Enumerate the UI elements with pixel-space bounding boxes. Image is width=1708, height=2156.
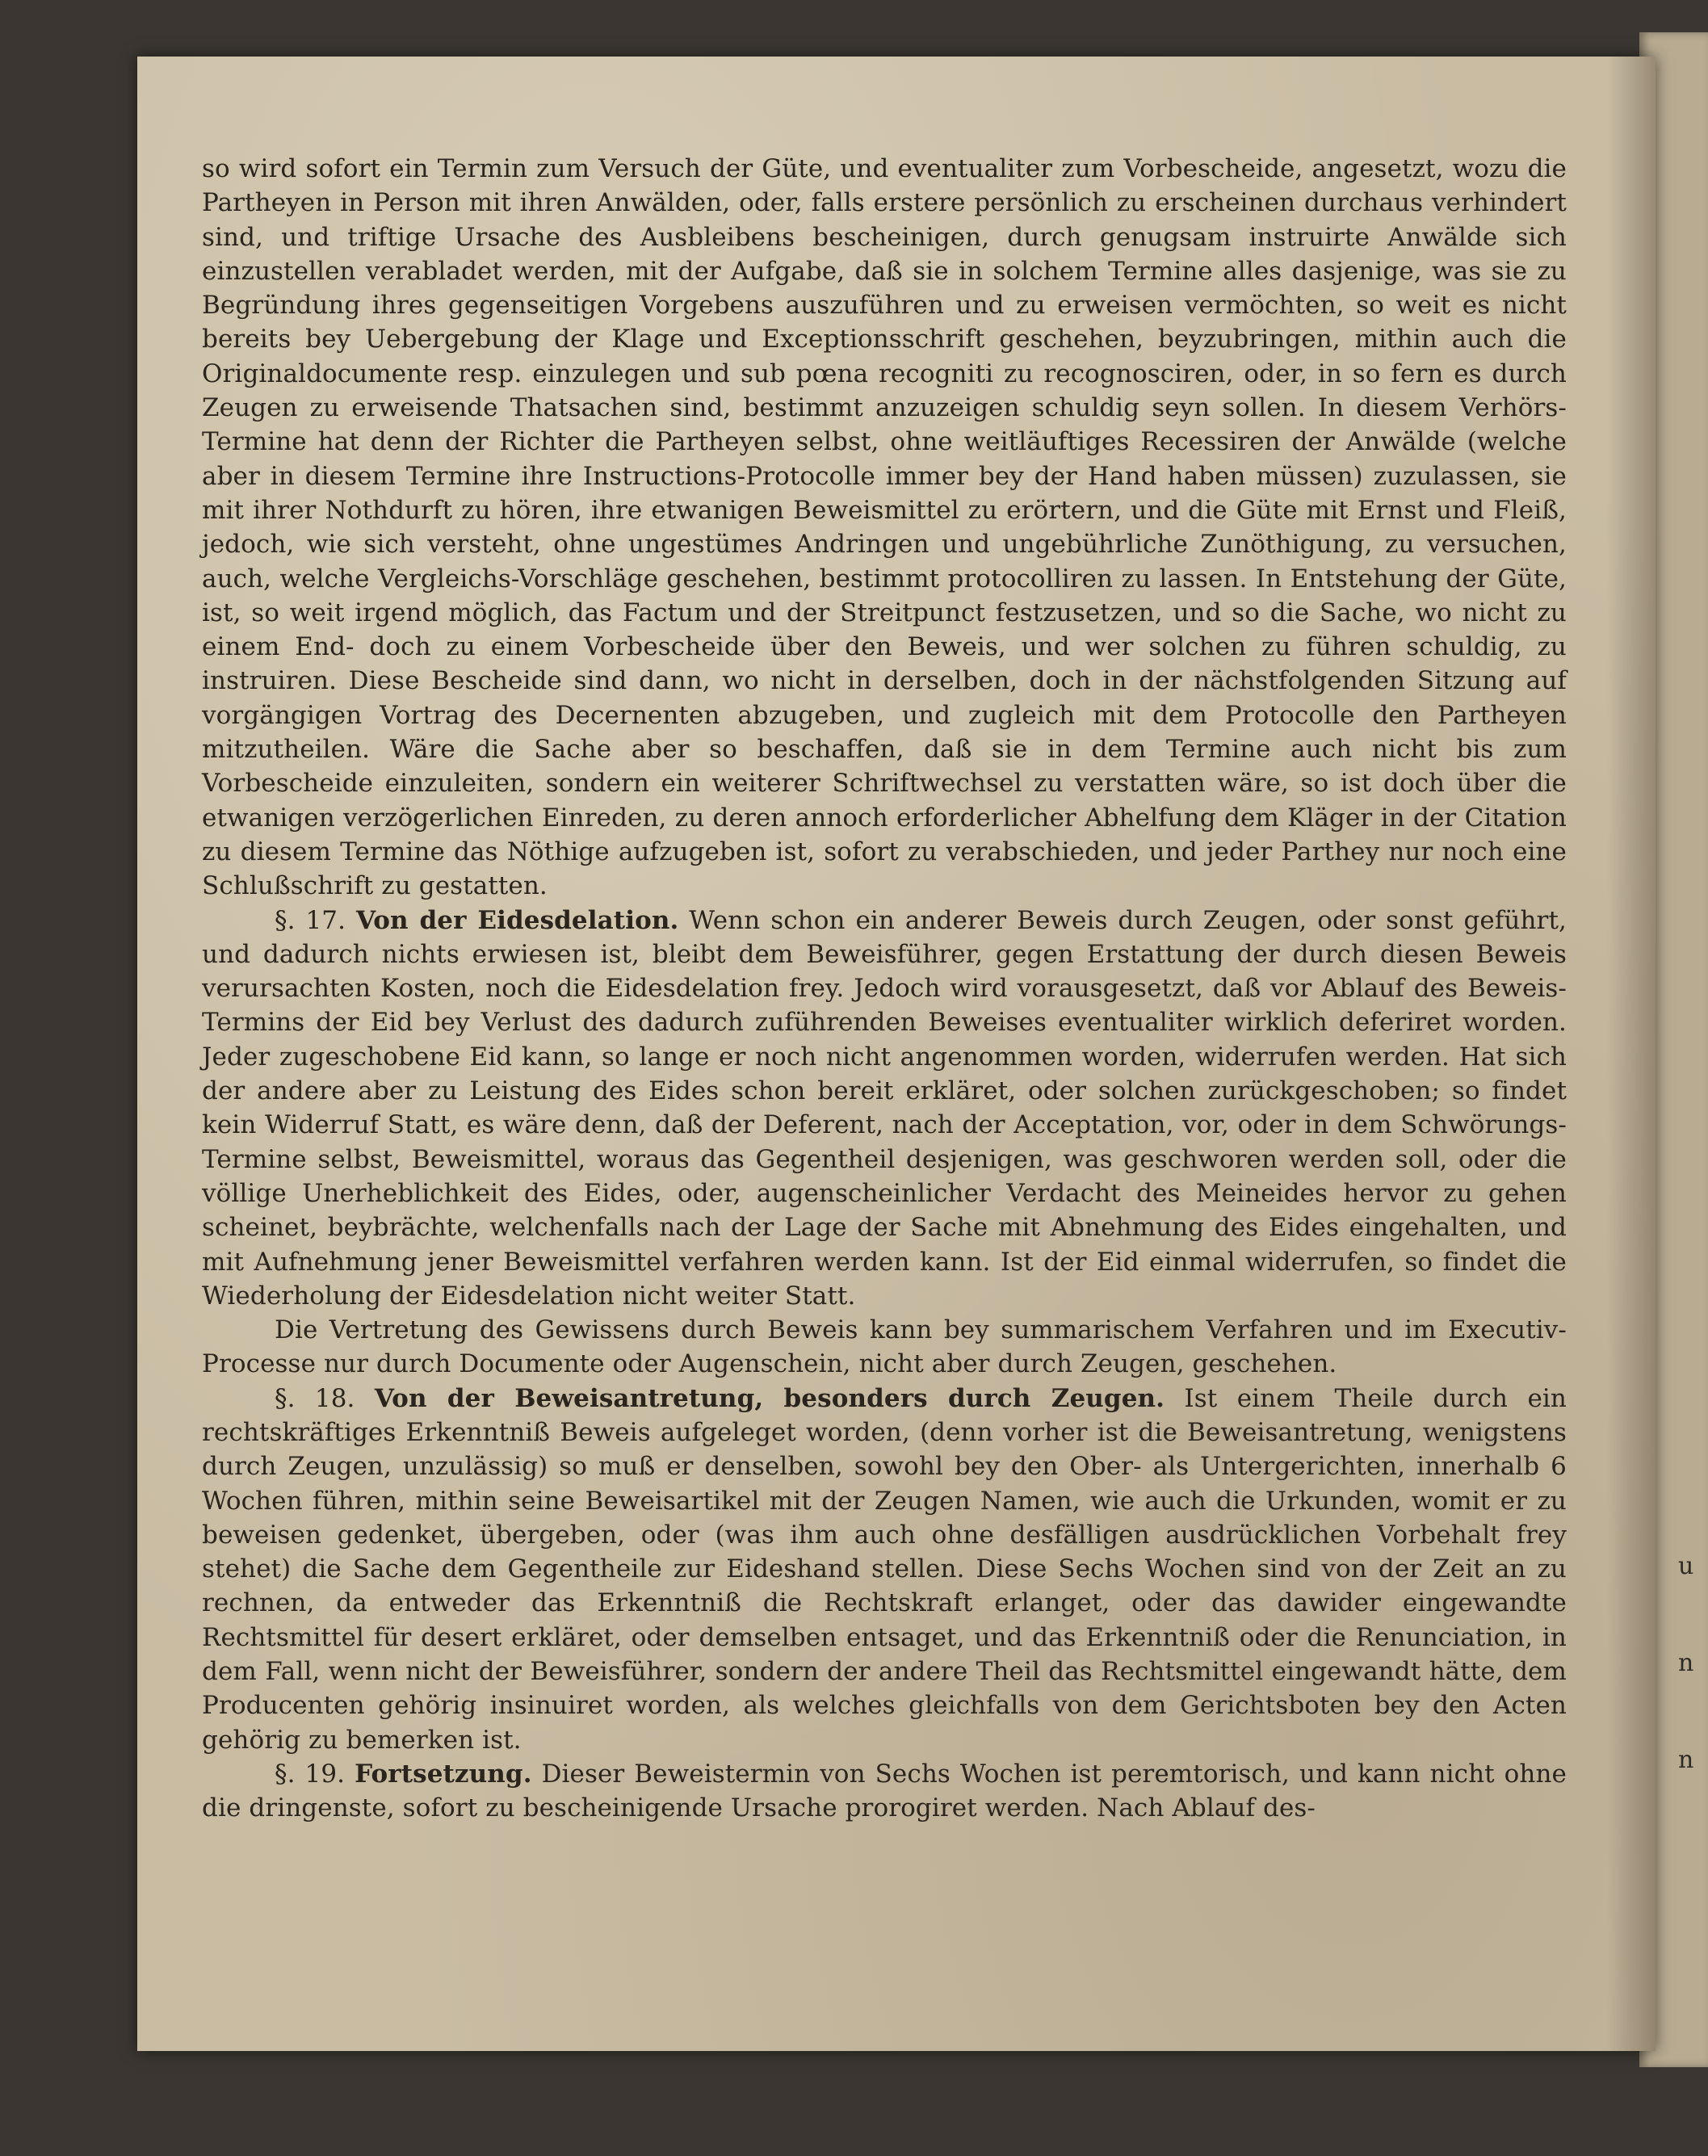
facing-page-letters (1678, 1518, 1707, 1809)
paragraph-text: so wird sofort ein Termin zum Versuch der Güte, und eventualiter zum Vorbescheide, angesetzt, wozu die Partheyen in Person mit ihren Anwälden, oder, falls erstere persönlich zu erscheinen durchaus verhindert sind, und triftige Ursache des Ausbleibens bescheinigen, durch genugsam instruirte Anwälde sich einzustellen verabladet werden, mit der Aufgabe, daß sie in solchem Termine alles dasjenige, was sie zu Begründung ihres gegenseitigen Vorgebens auszuführen und zu erweisen vermöchten, so weit es nicht bereits bey Uebergebung der Klage und Exceptionsschrift geschehen, beyzubringen, mithin auch die Originaldocumente resp. einzulegen und sub pœna recogniti zu recognosciren, oder, in so fern es durch Zeugen zu erweisende Thatsachen sind, bestimmt anzuzeigen schuldig seyn sollen. In diesem Verhörs-Termine hat denn der Richter die Partheyen selbst, ohne weitläuftiges Recessiren der Anwälde (welche aber in diesem Termine ihre Instructions-Protocolle immer bey der Hand haben müssen) zuzulassen, sie mit ihrer Nothdurft zu hören, ihre etwanigen Beweismittel zu erörtern, und die Güte mit Ernst und Fleiß, jedoch, wie sich versteht, ohne ungestümes Andringen und ungebührliche Zunöthigung, zu versuchen, auch, welche Vergleichs-Vorschläge geschehen, bestimmt protocolliren zu lassen. In Entstehung der Güte, ist, so weit irgend möglich, das Factum und der Streitpunct festzusetzen, und so die Sache, wo nicht zu einem End- doch zu einem Vorbescheide über den Beweis, und wer solchen zu führen schuldig, zu instruiren. Diese Bescheide sind dann, wo nicht in derselben, doch in der nächstfolgenden Sitzung auf vorgängigen Vortrag des Decernenten abzugeben, und zugleich mit dem Protocolle den Partheyen mitzutheilen. Wäre die Sache aber so beschaffen, daß sie in dem Termine auch nicht bis zum Vorbescheide einzuleiten, sondern ein weiterer Schriftwechsel zu verstatten wäre, so ist doch über die etwanigen verzögerlichen Einreden, zu deren annoch erforderlicher Abhelfung dem Kläger in der Citation zu diesem Termine das Nöthige aufzugeben ist, sofort zu verabschieden, und jeder Parthey nur noch eine Schlußschrift zu gestatten. (202, 154, 1567, 901)
paragraph-section-19 (202, 1757, 1567, 1826)
paragraph-continuation (202, 152, 1567, 904)
spine-shadow (1607, 57, 1656, 2051)
paragraph-section-17 (202, 904, 1567, 1314)
paragraph-text: Die Vertretung des Gewissens durch Beweis kann bey summarischem Verfahren und im Executiv-Processe nur durch Documente oder Augenschein, nicht aber durch Zeugen, geschehen. (202, 1315, 1567, 1379)
section-number: §. 18. (275, 1383, 355, 1413)
edge-letter: n (1678, 1649, 1694, 1677)
section-heading: Fortsetzung. (355, 1759, 532, 1789)
paragraph-gewissen (202, 1313, 1567, 1382)
edge-letter: u (1678, 1552, 1694, 1580)
paragraph-section-18 (202, 1382, 1567, 1757)
section-heading: Von der Eidesdelation. (355, 905, 679, 935)
paragraph-text: Dieser Beweistermin von Sechs Wochen ist peremtorisch, und kann nicht ohne die dringenste, sofort zu bescheinigende Ursache prorogiret werden. Nach Ablauf des- (202, 1759, 1567, 1823)
section-heading: Von der Beweisantretung, besonders durch Zeugen. (374, 1383, 1165, 1413)
section-number: §. 19. (275, 1759, 346, 1789)
section-number: §. 17. (275, 905, 346, 935)
paragraph-text: Wenn schon ein anderer Beweis durch Zeugen, oder sonst geführt, und dadurch nichts erwiesen ist, bleibt dem Beweisführer, gegen Erstattung der durch diesen Beweis verursachten Kosten, noch die Eidesdelation frey. Jedoch wird vorausgesetzt, daß vor Ablauf des Beweis-Termins der Eid bey Verlust des dadurch zuführenden Beweises eventualiter wirklich deferiret worden. Jeder zugeschobene Eid kann, so lange er noch nicht angenommen worden, widerrufen werden. Hat sich der andere aber zu Leistung des Eides schon bereit erkläret, oder solchen zurückgeschoben; so findet kein Widerruf Statt, es wäre denn, daß der Deferent, nach der Acceptation, vor, oder in dem Schwörungs-Termine selbst, Beweismittel, woraus das Gegentheil desjenigen, was geschworen werden soll, oder die völlige Unerheblichkeit des Eides, oder, augenscheinlicher Verdacht des Meineides hervor zu gehen scheinet, beybrächte, welchenfalls nach der Lage der Sache mit Abnehmung des Eides eingehalten, und mit Aufnehmung jener Beweismittel verfahren werden kann. Ist der Eid einmal widerrufen, so findet die Wiederholung der Eidesdelation nicht weiter Statt. (202, 905, 1567, 1311)
document-text (202, 152, 1567, 1826)
paragraph-text: Ist einem Theile durch ein rechtskräftiges Erkenntniß Beweis aufgeleget worden, (denn vorher ist die Beweisantretung, wenigstens durch Zeugen, unzulässig) so muß er denselben, sowohl bey den Ober- als Untergerichten, innerhalb 6 Wochen führen, mithin seine Beweisartikel mit der Zeugen Namen, wie auch die Urkunden, womit er zu beweisen gedenket, übergeben, oder (was ihm auch ohne desfälligen ausdrücklichen Vorbehalt frey stehet) die Sache dem Gegentheile zur Eideshand stellen. Diese Sechs Wochen sind von der Zeit an zu rechnen, da entweder das Erkenntniß die Rechtskraft erlanget, oder das dawider eingewandte Rechtsmittel für desert erkläret, oder demselben entsaget, und das Erkenntniß oder die Renunciation, in dem Fall, wenn nicht der Beweisführer, sondern der andere Theil das Rechtsmittel eingewandt hätte, dem Producenten gehörig insinuiret worden, als welches gleichfalls von dem Gerichtsboten bey den Acten gehörig zu bemerken ist. (202, 1383, 1567, 1755)
edge-letter: n (1678, 1746, 1694, 1774)
